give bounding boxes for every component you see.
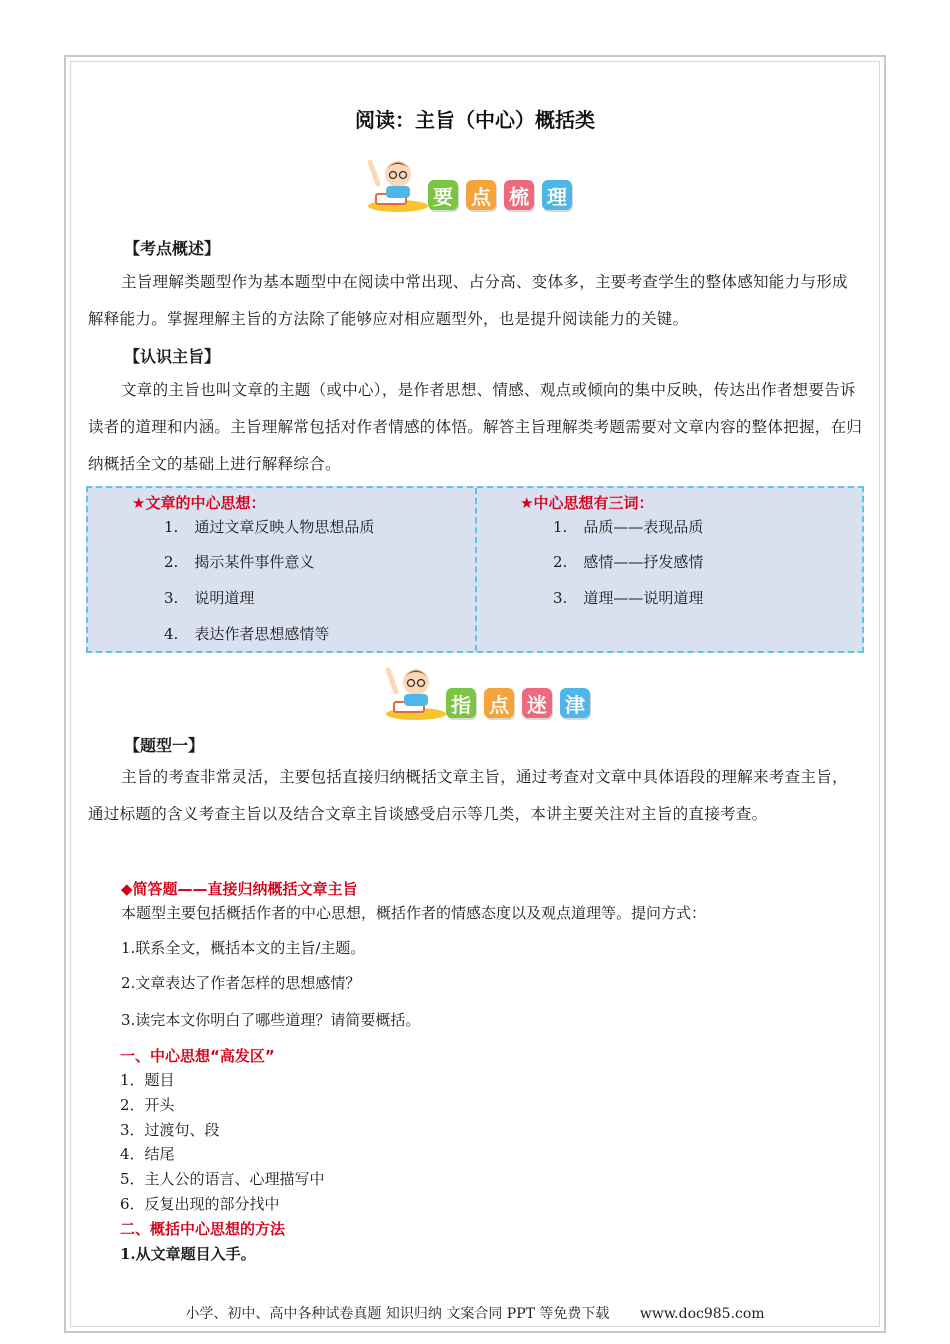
- key-points-badge: [364, 154, 580, 214]
- question-type-intro: 本题型主要包括概括作者的中心思想，概括作者的情感态度以及观点道理等。提问方式：: [121, 904, 707, 922]
- method-item: 1.从文章题目入手。: [120, 1245, 256, 1263]
- list-item: 2. 揭示某件事件意义: [164, 553, 315, 571]
- list-item: 2. 感情——抒发感情: [553, 553, 704, 571]
- question-example: 2.文章表达了作者怎样的思想感情？: [121, 974, 361, 992]
- badge-tile: 点: [484, 688, 514, 718]
- box-divider: [475, 488, 477, 651]
- question-example: 1.联系全文，概括本文的主旨/主题。: [121, 939, 366, 957]
- badge-tile: 梳: [504, 180, 534, 210]
- section-heading-type-one: 【题型一】: [124, 736, 205, 755]
- badge-tile-row: [428, 180, 580, 210]
- question-type-title: ◆简答题——直接归纳概括文章主旨: [121, 880, 358, 898]
- list-item: 1. 通过文章反映人物思想品质: [164, 518, 375, 536]
- badge-tile: 指: [446, 688, 476, 718]
- question-example: 3.读完本文你明白了哪些道理？请简要概括。: [121, 1011, 421, 1029]
- badge-tile: 要: [428, 180, 458, 210]
- list-item: 3．过渡句、段: [120, 1121, 220, 1139]
- student-reading-icon: [364, 154, 428, 214]
- badge-tile: 迷: [522, 688, 552, 718]
- box-left-title: ★文章的中心思想：: [132, 494, 266, 512]
- badge-tile-row: [446, 688, 598, 718]
- page-title: 阅读：主旨（中心）概括类: [355, 108, 595, 132]
- summary-box: [86, 486, 864, 653]
- overview-paragraph: 主旨理解类题型作为基本题型中在阅读中常出现、占分高、变体多，主要考查学生的整体感知能力与形成解释能力。掌握理解主旨的方法除了能够应对相应题型外，也是提升阅读能力的关键。: [88, 273, 848, 328]
- list-item: 4. 表达作者思想感情等: [164, 625, 330, 643]
- badge-tile: 津: [560, 688, 590, 718]
- list-item: 5．主人公的语言、心理描写中: [120, 1170, 325, 1188]
- list-item: 3. 说明道理: [164, 589, 255, 607]
- student-reading-icon: [382, 662, 446, 722]
- part-two-title: 二、概括中心思想的方法: [120, 1220, 286, 1238]
- list-item: 3. 道理——说明道理: [553, 589, 704, 607]
- type-one-paragraph: 主旨的考查非常灵活，主要包括直接归纳概括文章主旨，通过考查对文章中具体语段的理解来考查主旨，通过标题的含义考查主旨以及结合文章主旨谈感受启示等几类，本讲主要关注对主旨的直接考查。: [88, 768, 848, 823]
- recognize-paragraph: 文章的主旨也叫文章的主题（或中心），是作者思想、情感、观点或倾向的集中反映，传达出作者想要告诉读者的道理和内涵。主旨理解常包括对作者情感的体悟。解答主旨理解类考题需要对文章内容的整体把握，在归纳概括全文的基础上进行解释综合。: [88, 381, 863, 473]
- footer-text: 小学、初中、高中各种试卷真题 知识归纳 文案合同 PPT 等免费下载: [185, 1306, 610, 1322]
- page-footer: [0, 1303, 950, 1323]
- list-item: 1．题目: [120, 1071, 175, 1089]
- footer-url[interactable]: www.doc985.com: [639, 1306, 765, 1322]
- box-right-title: ★中心思想有三词：: [520, 494, 654, 512]
- section-heading-overview: 【考点概述】: [124, 239, 221, 258]
- badge-tile: 点: [466, 180, 496, 210]
- list-item: 1. 品质——表现品质: [553, 518, 704, 536]
- list-item: 4．结尾: [120, 1145, 175, 1163]
- guidance-badge: [382, 662, 598, 722]
- list-item: 6．反复出现的部分找中: [120, 1195, 280, 1213]
- part-one-title: 一、中心思想“高发区”: [120, 1047, 275, 1065]
- badge-tile: 理: [542, 180, 572, 210]
- section-heading-recognize: 【认识主旨】: [124, 347, 221, 366]
- list-item: 2．开头: [120, 1096, 175, 1114]
